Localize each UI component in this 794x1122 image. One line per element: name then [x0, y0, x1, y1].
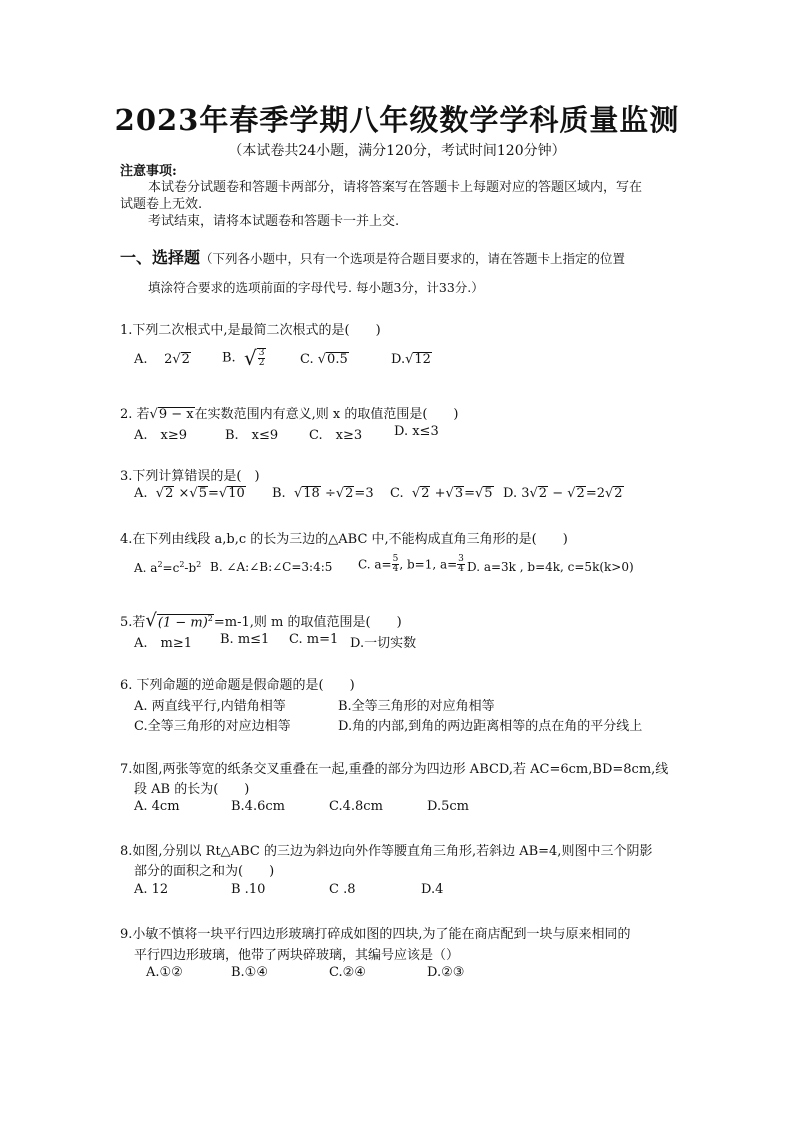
q8-option-d: D.4: [421, 882, 444, 897]
q8-option-a: A. 12: [134, 882, 169, 897]
q2-option-c: C. x≥3: [309, 428, 363, 443]
q6-option-b: B.全等三角形的对应角相等: [338, 699, 495, 714]
q1-option-d: D.√12: [391, 352, 431, 367]
q1-option-c: C. √0.5: [300, 352, 348, 367]
question-5-stem: 5.若$√(1 - m)^2=m-1$,则 m 的取值范围是( ): [120, 610, 402, 631]
q3-option-c: C. √2 +√3=√5: [390, 486, 493, 501]
q4-option-b: B. ∠A:∠B:∠C=3:4:5: [210, 560, 333, 574]
q7-option-d: D.5cm: [427, 799, 469, 814]
q2-option-b: B. x≤9: [225, 428, 279, 443]
q4-option-c: C. a= $\frac{5}{4}$ , b=1, a= $\frac{3}{4}$: [358, 554, 464, 574]
q1-option-b: B. √ $\frac{3}{2}$: [222, 346, 265, 370]
q5-option-d: D.一切实数: [350, 636, 417, 651]
question-6-stem: 6. 下列命题的逆命题是假命题的是( ): [120, 678, 355, 693]
q2-option-d: D. x≤3: [394, 424, 439, 439]
q6-option-d: D.角的内部,到角的两边距离相等的点在角的平分线上: [338, 719, 643, 734]
page-title: 2023年春季学期八年级数学学科质量监测: [114, 103, 680, 137]
notice-heading: 注意事项:: [120, 164, 177, 179]
question-9-stem-1: 9.小敏不慎将一块平行四边形玻璃打碎成如图的四块,为了能在商店配到一块与原来相同的: [120, 927, 631, 942]
exam-info: （本试卷共24小题，满分120分，考试时间120分钟）: [228, 143, 566, 159]
q5-option-b: B. m≤1: [220, 632, 270, 647]
notice-line-1: 本试卷分试题卷和答题卡两部分，请将答案写在答题卡上每题对应的答题区域内，写在: [148, 180, 643, 195]
q9-option-d: D.②③: [427, 965, 465, 980]
question-7-stem-2: 段 AB 的长为( ): [134, 782, 250, 797]
q2-option-a: A. x≥9: [134, 428, 188, 443]
q6-option-a: A. 两直线平行,内错角相等: [134, 699, 286, 714]
question-8-stem-1: 8.如图,分别以 Rt△ABC 的三边为斜边向外作等腰直角三角形,若斜边 AB=4,则图中三个阴影: [120, 844, 653, 859]
question-9-stem-2: 平行四边形玻璃，他带了两块碎玻璃，其编号应该是（）: [134, 948, 460, 963]
question-7-stem-1: 7.如图,两张等宽的纸条交叉重叠在一起,重叠的部分为四边形 ABCD,若 AC=6cm,BD=8cm,线: [120, 762, 669, 777]
q5-option-c: C. m=1: [289, 632, 339, 647]
q3-option-a: A. √2 ×√5=√10: [134, 486, 245, 501]
q7-option-b: B.4.6cm: [231, 799, 285, 814]
q6-option-c: C.全等三角形的对应边相等: [134, 719, 291, 734]
q5-option-a: A. m≥1: [134, 636, 193, 651]
q4-option-d: D. a=3k , b=4k, c=5k(k>0): [467, 560, 634, 574]
q7-option-c: C.4.8cm: [329, 799, 383, 814]
section-heading: [120, 245, 625, 268]
q3-option-d: D. 3√2 − √2=2√2: [503, 486, 623, 501]
section-note-1: （下列各小题中，只有一个选项是符合题目要求的，请在答题卡上指定的位置: [200, 251, 626, 266]
q8-option-c: C .8: [329, 882, 356, 897]
q4-option-a: A. $a^2=c^2-b^2$: [134, 560, 202, 575]
question-8-stem-2: 部分的面积之和为( ): [134, 864, 275, 879]
section-note-2: 填涂符合要求的选项前面的字母代号. 每小题3分，计33分.）: [148, 280, 484, 295]
question-4-stem: 4.在下列由线段 a,b,c 的长为三边的△ABC 中,不能构成直角三角形的是( ): [120, 532, 568, 547]
q8-option-b: B .10: [231, 882, 266, 897]
question-2-stem: 2. 若√9 − x在实数范围内有意义,则 x 的取值范围是( ): [120, 407, 459, 422]
q9-option-c: C.②④: [329, 965, 366, 980]
q9-option-b: B.①④: [231, 965, 268, 980]
q9-option-a: A.①②: [146, 965, 183, 980]
q7-option-a: A. 4cm: [134, 799, 180, 814]
question-1-stem: 1.下列二次根式中,是最简二次根式的是( ): [120, 323, 381, 338]
notice-line-3: 考试结束，请将本试题卷和答题卡一并上交.: [148, 214, 400, 229]
section-title: 一、选择题: [120, 248, 201, 267]
q3-option-b: B. √18 ÷√2=3: [272, 486, 374, 501]
q1-option-a: A. 2√2: [134, 352, 190, 367]
question-3-stem: 3.下列计算错误的是( ): [120, 469, 260, 484]
notice-line-2: 试题卷上无效.: [120, 197, 203, 212]
